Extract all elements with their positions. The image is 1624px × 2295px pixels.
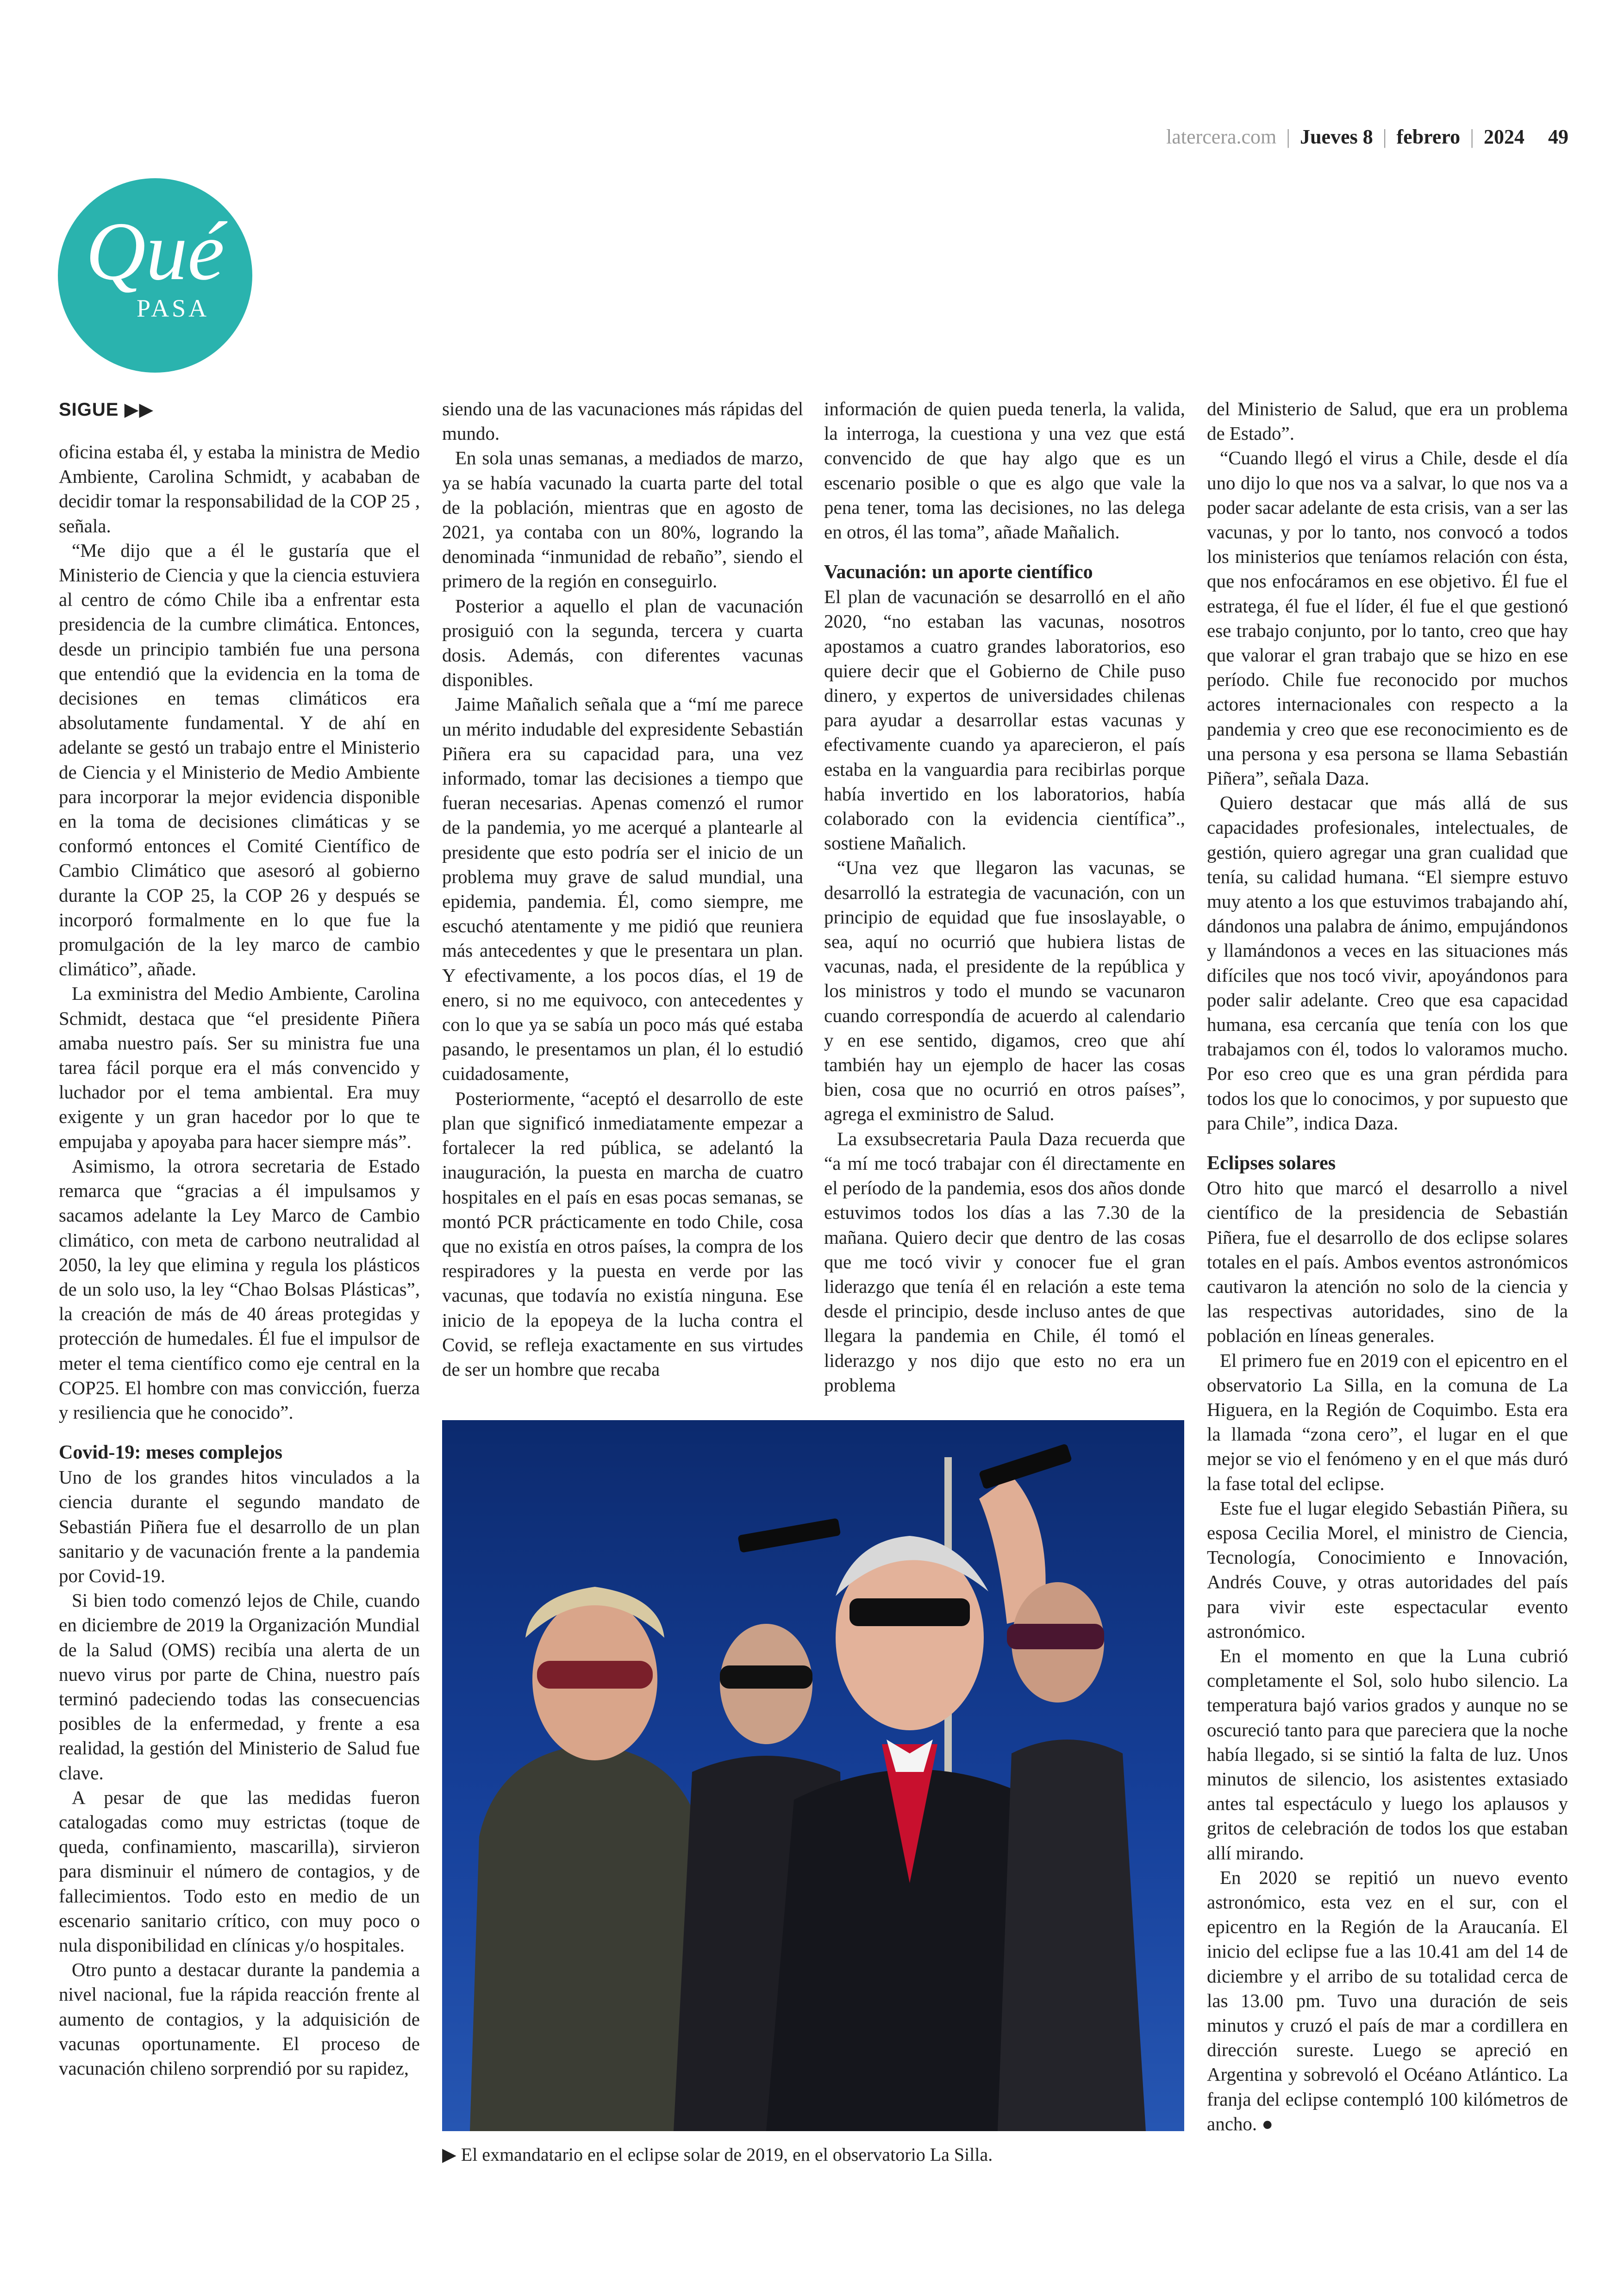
paragraph: Posterior a aquello el plan de vacunación prosiguió con la segunda, tercera y cuarta dosis. Además, con diferentes vacunas disponibles. — [442, 595, 803, 691]
paragraph: El primero fue en 2019 con el epicentro en el observatorio La Silla, en la comuna de La Higuera, en la Región de Coquimbo. Esta era la llamada “zona cero”, el lugar en el que mejor se vio el fenómeno y en el que más duró la fase total del eclipse. — [1207, 1349, 1568, 1494]
logo-subtitle: PASA — [137, 294, 210, 322]
paragraph: Si bien todo comenzó lejos de Chile, cuando en diciembre de 2019 la Organización Mundial de la Salud (OMS) recibía una alerta de un nuevo virus por parte de China, nuestro país terminó padeciendo todas las consecuencias posibles de la enfermedad, y frente a esa realidad, la gestión del Ministerio de Salud fue clave. — [59, 1590, 420, 1784]
paragraph: Otro hito que marcó el desarrollo a nivel científico de la presidencia de Sebastián Piñera, fue el desarrollo de dos eclipse solares totales en el país. Ambos eventos astronómicos cautivaron la atención no solo de la ciencia y las respectivas autoridades, sino de la población en líneas generales. — [1207, 1177, 1568, 1347]
paragraph: Uno de los grandes hitos vinculados a la ciencia durante el segundo mandato de Sebastián Piñera fue el desarrollo de un plan sanitario y de vacunación frente a la pandemia por Covid-19. — [59, 1466, 420, 1586]
paragraph: En sola unas semanas, a mediados de marzo, ya se había vacunado la cuarta parte del total de la población, mientras que en agosto de 2021, ya contaba con un 80%, logrando la denominada “inmunidad de rebaño”, siendo el primero de la región en conseguirlo. — [442, 447, 803, 592]
paragraph: Otro punto a destacar durante la pandemia a nivel nacional, fue la rápida reacción frente al aumento de contagios, y la adquisición de vacunas oportunamente. El proceso de vacunación chileno sorprendió por su rapidez, — [59, 1959, 420, 2079]
paragraph: siendo una de las vacunaciones más rápidas del mundo. — [442, 398, 803, 444]
article-column-3 — [824, 397, 1185, 1397]
header-separator: | — [1286, 125, 1291, 148]
paragraph: del Ministerio de Salud, que era un problema de Estado”. — [1207, 398, 1568, 444]
paragraph: “Una vez que llegaron las vacunas, se desarrolló la estrategia de vacunación, con un principio de equidad que fue insoslayable, o sea, aquí no ocurrió que hubiera listas de vacunas, nada, el presidente de la república y los ministros y todo el mundo se vacunaron cuando correspondía de acuerdo al calendario y en ese sentido, digamos, creo que ahí también hay un ejemplo de hacer las cosas bien, cosa que no ocurrió en otros países”, agrega el exministro de Salud. — [824, 857, 1185, 1125]
header-separator: | — [1382, 125, 1387, 148]
paragraph: Jaime Mañalich señala que a “mí me parece un mérito indudable del expresidente Sebastián Piñera era su capacidad para, una vez informado, tomar las decisiones a tiempo que fueran necesarias. Apenas comenzó el rumor de la pandemia, yo me acerqué a plantearle al presidente que esto podría ser el inicio de un problema muy grave de salud mundial, una epidemia, pandemia. Él, como siempre, me escuchó atentamente y me pidió que reuniera más antecedentes y que le presentara un plan. Y efectivamente, a los pocos días, el 19 de enero, si no me equivoco, con antecedentes y con lo que ya se sabía un poco más qué estaba pasando, le presentamos un plan, él lo estudió cuidadosamente, — [442, 693, 803, 1085]
header-separator: | — [1470, 125, 1474, 148]
paragraph: Posteriormente, “aceptó el desarrollo de este plan que significó inmediatamente empezar a fortalecer la red pública, se adelantó la inauguración, la puesta en marcha de cuatro hospitales en el país en esas pocas semanas, se montó PCR prácticamente en todo Chile, cosa que no existía en otros países, la compra de los respiradores y la puesta en verde por las vacunas, que todavía no existía ninguna. Ese inicio de la epopeya de la lucha contra el Covid, se refleja exactamente en sus virtudes de ser un hombre que recaba — [442, 1087, 803, 1380]
paragraph: “Cuando llegó el virus a Chile, desde el día uno dijo lo que nos va a salvar, lo que nos va a poder sacar adelante de esta crisis, van a ser las vacunas, y por lo tanto, nos convocó a todos los ministerios que teníamos relación con ésta, que nos enfocáramos en ese objetivo. Él fue el estratega, él fue el líder, él fue el que gestionó ese trabajo conjunto, por lo tanto, creo que hay que valorar el gran trabajo que se hizo en ese período. Chile fue reconocido por muchos actores internacionales con respecto a la pandemia y creo que ese reconocimiento es de una persona y esa persona se llama Sebastián Piñera”, señala Daza. — [1207, 447, 1568, 789]
page-header — [1166, 125, 1568, 149]
header-month: febrero — [1396, 125, 1461, 148]
paragraph: La exsubsecretaria Paula Daza recuerda que “a mí me tocó trabajar con él directamente en el período de la pandemia, esos dos años donde estuvimos todos los días a las 7.30 de la mañana. Quiero decir que dentro de las cosas que me tocó vivir y conocer fue el gran liderazgo que tenía él en relación a este tema desde el principio, desde incluso antes de que llegara la pandemia en Chile, él tomó el liderazgo y nos dijo que esto no era un problema — [824, 1128, 1185, 1396]
paragraph: “Me dijo que a él le gustaría que el Ministerio de Ciencia y que la ciencia estuviera al centro de cómo Chile iba a enfrentar esta presidencia de la cumbre climática. Entonces, desde un principio también fue una persona que entendió que la evidencia en la toma de decisiones en temas climáticos era absolutamente fundamental. Y de ahí en adelante se gestó un trabajo entre el Ministerio de Ciencia y el Ministerio de Medio Ambiente para incorporar la mejor evidencia disponible en la toma de decisiones climáticas y se conformó entonces el Comité Científico de Cambio Climático que asesoró al gobierno durante la COP 25, la COP 26 y después se incorporó formalmente en lo que fue la promulgación de la ley marco de cambio climático”, añade. — [59, 539, 420, 980]
header-day: Jueves 8 — [1300, 125, 1373, 148]
article-column-4 — [1207, 397, 1568, 2136]
paragraph: En 2020 se repitió un nuevo evento astronómico, esta vez en el sur, con el epicentro en la Región de la Araucanía. El inicio del eclipse fue a las 10.41 am del 14 de diciembre y el arribo de su totalidad cerca de las 13.00 pm. Tuvo una duración de seis minutos y cruzó el país de mar a cordillera en dirección sureste. Luego se apreció en Argentina y sobrevoló el Océano Atlántico. La franja del eclipse contempló 100 kilómetros de ancho. ● — [1207, 1866, 1568, 2134]
article-column-1 — [59, 440, 420, 2081]
logo-title: Qué — [86, 205, 225, 297]
paragraph: Quiero destacar que más allá de sus capacidades profesionales, intelectuales, de gestión, quiero agregar una gran cualidad que tenía, su calidad humana. “El siempre estuvo muy atento a los que estuvimos trabajando ahí, dándonos una palabra de ánimo, empujándonos y llamándonos a veces en las situaciones más difíciles que nos tocó vivir, apoyándonos para poder salir adelante. Creo que esa capacidad humana, esa cercanía que tenía con los que trabajamos con él, todos lo valoramos mucho. Por eso creo que es una gran pérdida para todos los que lo conocimos, y por supuesto que para Chile”, indica Daza. — [1207, 792, 1568, 1134]
photo-illustration — [442, 1420, 1184, 2131]
paragraph: Este fue el lugar elegido Sebastián Piñera, su esposa Cecilia Morel, el ministro de Ciencia, Tecnología, Conocimiento e Innovación, Andrés Couve, y otras autoridades del país para vivir este espectacular evento astronómico. — [1207, 1497, 1568, 1642]
paragraph: La exministra del Medio Ambiente, Carolina Schmidt, destaca que “el presidente Piñera amaba nuestro país. Ser su ministra fue una tarea fácil porque era el más convencido y luchador por el tema ambiental. Era muy exigente y un gran hacedor por lo que te empujaba y apoyaba para hacer siempre más”. — [59, 983, 420, 1152]
paragraph: Asimismo, la otrora secretaria de Estado remarca que “gracias a él impulsamos y sacamos adelante la Ley Marco de Cambio climático, con meta de carbono neutralidad al 2050, la ley que elimina y regula los plásticos de un solo uso, la ley “Chao Bolsas Plásticas”, la creación de más de 40 áreas protegidas y protección de humedales. Él fue el impulsor de meter el tema científico como eje central en la COP25. El hombre con mas convicción, fuerza y resiliencia que he conocido”. — [59, 1155, 420, 1423]
paragraph: A pesar de que las medidas fueron catalogadas como muy estrictas (toque de queda, confinamiento, mascarilla), sirvieron para disminuir el número de contagios, y de fallecimientos. Todo esto en medio de un escenario sanitario crítico, con muy poco o nula disponibilidad en clínicas y/o hospitales. — [59, 1786, 420, 1956]
photo-caption: ▶ El exmandatario en el eclipse solar de 2019, en el observatorio La Silla. — [442, 2144, 993, 2165]
section-logo — [58, 178, 252, 373]
site-name: latercera.com — [1166, 125, 1277, 148]
paragraph: En el momento en que la Luna cubrió completamente el Sol, solo hubo silencio. La temperatura bajó varios grados y aunque no se oscureció tanto para que pareciera que la noche había llegado, si se sintió la falta de luz. Unos minutos de silencio, los asistentes extasiado antes tal espectáculo y luego los aplausos y gritos de celebración de todos los que estaban allí mirando. — [1207, 1645, 1568, 1864]
subheading: Vacunación: un aporte científico — [824, 561, 1093, 583]
subheading: Eclipses solares — [1207, 1153, 1336, 1174]
paragraph: información de quien pueda tenerla, la valida, la interroga, la cuestiona y una vez que está convencido de que hay algo que es un escenario posible o que es algo que vale la pena tener, toma las decisiones, no las delega en otros, él las toma”, añade Mañalich. — [824, 398, 1185, 543]
page-number: 49 — [1548, 125, 1568, 148]
header-year: 2024 — [1484, 125, 1524, 148]
subheading: Covid-19: meses complejos — [59, 1442, 282, 1464]
continued-marker: SIGUE ▶▶ — [59, 399, 154, 420]
article-photo — [442, 1420, 1184, 2131]
paragraph: El plan de vacunación se desarrolló en el año 2020, “no estaban las vacunas, nosotros apostamos a cuatro grandes laboratorios, eso quiere decir que el Gobierno de Chile puso dinero, y expertos de universidades chilenas para ayudar a desarrollar estas vacunas y efectivamente cuando ya aparecieron, el país estaba en la vanguardia para recibirlas porque había invertido en los laboratorios, había colaborado con la evidencia científica”., sostiene Mañalich. — [824, 586, 1185, 854]
paragraph: oficina estaba él, y estaba la ministra de Medio Ambiente, Carolina Schmidt, y acababan de decidir tomar la responsabilidad de la COP 25 , señala. — [59, 441, 420, 536]
article-column-2 — [442, 397, 803, 1382]
